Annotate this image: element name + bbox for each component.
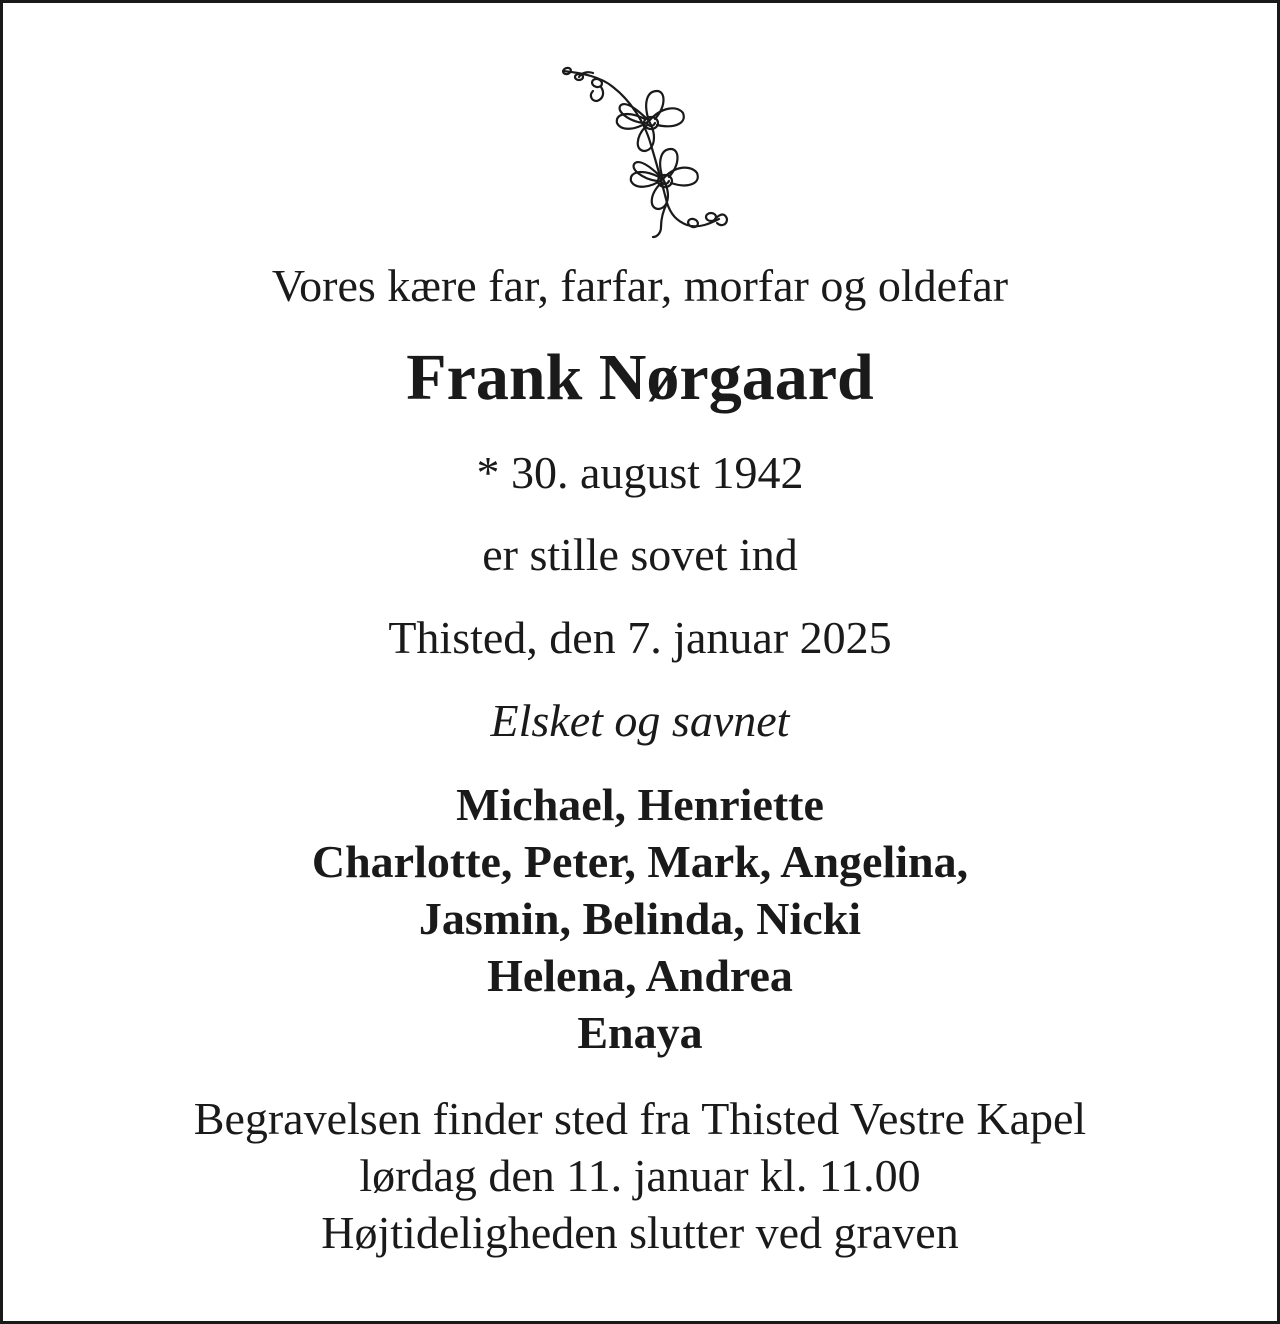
deceased-name: Frank Nørgaard xyxy=(406,341,874,414)
family-line: Helena, Andrea xyxy=(487,950,793,1001)
family-line: Enaya xyxy=(577,1007,703,1058)
funeral-time: lørdag den 11. januar kl. 11.00 xyxy=(359,1150,921,1201)
family-line: Jasmin, Belinda, Nicki xyxy=(418,893,862,944)
place-and-date: Thisted, den 7. januar 2025 xyxy=(388,612,892,663)
funeral-location: Begravelsen finder sted fra Thisted Vestre Kapel xyxy=(193,1093,1087,1144)
family-line: Michael, Henriette xyxy=(456,779,824,830)
funeral-details xyxy=(3,1090,1277,1261)
family-list xyxy=(3,776,1277,1061)
funeral-note: Højtideligheden slutter ved graven xyxy=(321,1207,959,1258)
family-line: Charlotte, Peter, Mark, Angelina, xyxy=(311,836,969,887)
orchid-branch-icon xyxy=(553,61,733,239)
loved-and-missed-line: Elsket og savnet xyxy=(490,695,790,746)
passed-away-line: er stille sovet ind xyxy=(482,529,798,580)
intro-line: Vores kære far, farfar, morfar og oldefar xyxy=(271,260,1009,311)
birth-date: * 30. august 1942 xyxy=(476,447,804,498)
